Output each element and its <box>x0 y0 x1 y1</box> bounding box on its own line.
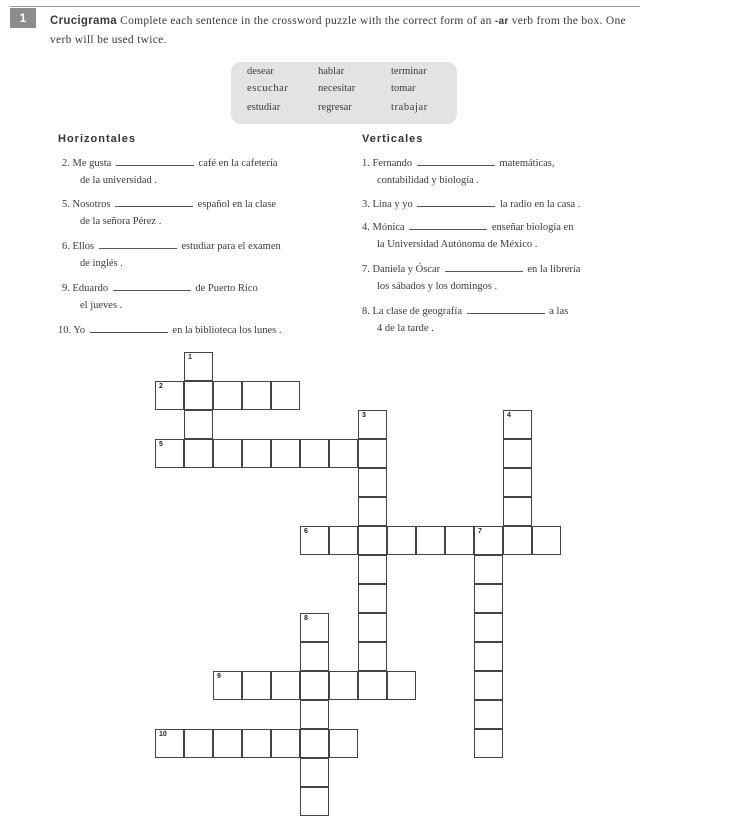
crossword-cell[interactable] <box>329 439 358 468</box>
horizontales-heading: Horizontales <box>58 133 137 145</box>
crossword-cell[interactable] <box>474 729 503 758</box>
clue-text: Mónica <box>372 222 405 233</box>
clue-number: 6. <box>62 241 70 252</box>
crossword-cell[interactable] <box>358 526 387 555</box>
crossword-cell[interactable] <box>358 642 387 671</box>
crossword-cell[interactable] <box>300 787 329 816</box>
clue-text: de la universidad . <box>80 175 157 186</box>
crossword-cell[interactable] <box>271 729 300 758</box>
clue-text: Nosotros <box>72 199 111 210</box>
clue-text: en la librería <box>527 264 581 275</box>
crossword-cell[interactable] <box>271 381 300 410</box>
crossword-cell[interactable] <box>503 410 532 439</box>
crossword-cell[interactable] <box>213 381 242 410</box>
clue-number: 5. <box>62 199 70 210</box>
crossword-cell-number: 8 <box>304 615 308 622</box>
crossword-cell[interactable] <box>329 526 358 555</box>
clue-text: Ellos <box>72 241 95 252</box>
crossword-cell[interactable] <box>300 642 329 671</box>
word-box-word: trabajar <box>391 102 428 113</box>
clue-number: 1. <box>362 158 370 169</box>
crossword-cell[interactable] <box>358 613 387 642</box>
crossword-cell[interactable] <box>242 729 271 758</box>
word-box-word: hablar <box>318 66 345 77</box>
crossword-cell-number: 3 <box>362 412 366 419</box>
crossword-cell[interactable] <box>242 381 271 410</box>
crossword-cell[interactable] <box>155 729 184 758</box>
clue-text: Eduardo <box>72 283 109 294</box>
crossword-cell-number: 10 <box>159 731 167 738</box>
crossword-cell[interactable] <box>242 439 271 468</box>
crossword-cell-number: 2 <box>159 383 163 390</box>
crossword-cell[interactable] <box>474 671 503 700</box>
crossword-cell[interactable] <box>474 700 503 729</box>
crossword-cell-number: 6 <box>304 528 308 535</box>
crossword-cell[interactable] <box>213 439 242 468</box>
crossword-cell[interactable] <box>271 671 300 700</box>
clue-number: 10. <box>58 325 72 336</box>
clue-text: Me gusta <box>72 158 112 169</box>
crossword-cell[interactable] <box>184 410 213 439</box>
crossword-cell[interactable] <box>155 381 184 410</box>
crossword-cell[interactable] <box>474 613 503 642</box>
clue-text: café en la cafetería <box>198 158 278 169</box>
instruction-after: verb from the box. One verb will be used twice. <box>50 15 626 46</box>
crossword-cell[interactable] <box>358 555 387 584</box>
crossword-cell[interactable] <box>213 671 242 700</box>
crossword-cell[interactable] <box>300 729 329 758</box>
crossword-cell[interactable] <box>358 439 387 468</box>
crossword-cell[interactable] <box>503 526 532 555</box>
crossword-cell[interactable] <box>503 497 532 526</box>
clue-text: estudiar para el examen <box>181 241 281 252</box>
crossword-cell-number: 9 <box>217 673 221 680</box>
exercise-number: 1 <box>10 8 36 28</box>
crossword-cell[interactable] <box>271 439 300 468</box>
crossword-cell[interactable] <box>358 468 387 497</box>
clue-text: enseñar biología en <box>491 222 574 233</box>
crossword-cell-number: 1 <box>188 354 192 361</box>
crossword-cell[interactable] <box>532 526 561 555</box>
clue-text: Lina y yo <box>372 199 413 210</box>
crossword-cell[interactable] <box>474 584 503 613</box>
word-box-word: escuchar <box>247 83 289 94</box>
crossword-cell[interactable] <box>358 410 387 439</box>
exercise-title: Crucigrama <box>50 15 117 27</box>
clue-text: español en la clase <box>197 199 277 210</box>
crossword-cell[interactable] <box>300 671 329 700</box>
crossword-cell[interactable] <box>329 671 358 700</box>
crossword-cell[interactable] <box>213 729 242 758</box>
verb-suffix: -ar <box>494 16 509 27</box>
word-box-word: estudiar <box>247 102 281 113</box>
clue-text: La clase de geografía <box>372 306 462 317</box>
crossword-cell-number: 5 <box>159 441 163 448</box>
clue-text: Daniela y Óscar <box>372 264 441 275</box>
clue-text: en la biblioteca los lunes . <box>172 325 282 336</box>
crossword-cell[interactable] <box>445 526 474 555</box>
crossword-cell[interactable] <box>358 497 387 526</box>
crossword-cell[interactable] <box>184 729 213 758</box>
clue-text: contabilidad y biología . <box>377 175 480 186</box>
crossword-cell[interactable] <box>300 700 329 729</box>
clue-number: 9. <box>62 283 70 294</box>
clue-text: la radio en la casa . <box>500 199 581 210</box>
crossword-cell[interactable] <box>242 671 271 700</box>
crossword-cell[interactable] <box>503 439 532 468</box>
clue-text: de Puerto Rico <box>195 283 258 294</box>
crossword-cell[interactable] <box>300 526 329 555</box>
word-box-word: desear <box>247 66 274 77</box>
crossword-cell[interactable] <box>387 526 416 555</box>
crossword-cell[interactable] <box>329 729 358 758</box>
clue-text: Fernando <box>372 158 413 169</box>
crossword-cell[interactable] <box>300 613 329 642</box>
clue-text: de la señora Pérez . <box>80 216 162 227</box>
clue-number: 8. <box>362 306 370 317</box>
crossword-cell[interactable] <box>358 671 387 700</box>
word-box-word: terminar <box>391 66 427 77</box>
crossword-cell-number: 4 <box>507 412 511 419</box>
crossword-cell[interactable] <box>474 526 503 555</box>
instruction-before: Complete each sentence in the crossword puzzle with the correct form of an <box>120 15 492 27</box>
clue-number: 2. <box>62 158 70 169</box>
crossword-cell[interactable] <box>474 555 503 584</box>
crossword-cell[interactable] <box>184 381 213 410</box>
crossword-cell[interactable] <box>184 439 213 468</box>
clue-text: el jueves . <box>80 300 123 311</box>
clue-text: 4 de la tarde . <box>377 323 434 334</box>
crossword-cell[interactable] <box>503 468 532 497</box>
word-box-word: necesitar <box>318 83 356 94</box>
crossword-cell[interactable] <box>474 642 503 671</box>
crossword-cell[interactable] <box>300 439 329 468</box>
clue-text: la Universidad Autónoma de México . <box>377 239 538 250</box>
clue-number: 7. <box>362 264 370 275</box>
clue-number: 3. <box>362 199 370 210</box>
crossword-cell[interactable] <box>358 584 387 613</box>
word-box-word: regresar <box>318 102 352 113</box>
clue-text: de inglés . <box>80 258 123 269</box>
crossword-cell[interactable] <box>155 439 184 468</box>
crossword-cell[interactable] <box>387 671 416 700</box>
clue-text: matemáticas, <box>499 158 555 169</box>
crossword-cell[interactable] <box>300 758 329 787</box>
clue-number: 4. <box>362 222 370 233</box>
clue-text: Yo <box>73 325 86 336</box>
clue-text: a las <box>549 306 569 317</box>
crossword-cell[interactable] <box>416 526 445 555</box>
clue-text: los sábados y los domingos . <box>377 281 498 292</box>
crossword-cell-number: 7 <box>478 528 482 535</box>
word-box-word: tomar <box>391 83 416 94</box>
crossword-cell[interactable] <box>184 352 213 381</box>
verticales-heading: Verticales <box>362 133 424 145</box>
